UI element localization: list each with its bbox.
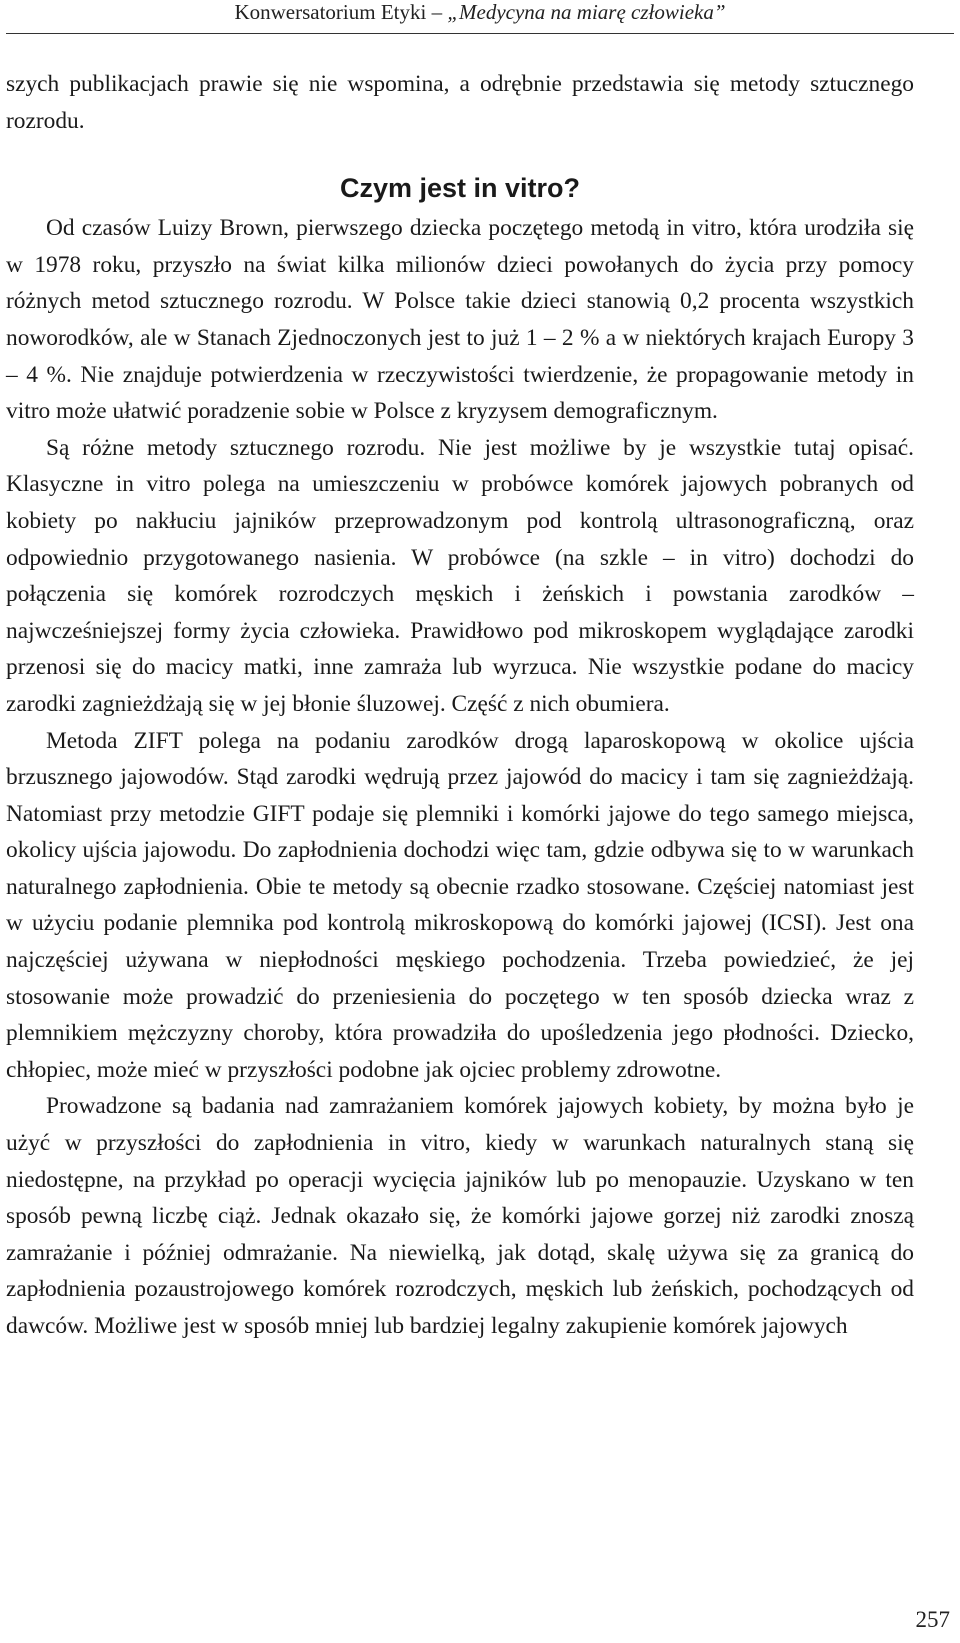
paragraph-4: Prowadzone są badania nad zamrażaniem komórek jajowych kobiety, by można było je użyć w przyszłości do zapłodnienia in vitro, kiedy w warunkach naturalnych staną się niedostępne, na przykład po operacji wycięcia jajników lub po menopauzie. Uzyskano w ten sposób pewną liczbę ciąż. Jednak okazało się, że komórki jajowe gorzej niż zarodki znoszą zamrażanie i później odmrażanie. Na niewielką, jak dotąd, skalę używa się za granicą do zapłodnienia pozaustrojowego komórek rozrodczych, męskich lub żeńskich, pochodzących od dawców. Możliwe jest w sposób mniej lub bardziej legalny zakupienie komórek jajowych (6, 1093, 914, 1339)
paragraph-3: Metoda ZIFT polega na podaniu zarodków drogą laparoskopową w okolice ujścia brzusznego jajowodów. Stąd zarodki wędrują przez jajowód do macicy i tam się zagnieżdżają. Natomiast przy metodzie GIFT podaje się plemniki i komórki jajowe do tego samego miejsca, okolicy ujścia jajowodu. Do zapłodnienia dochodzi więc tam, gdzie odbywa się to w warunkach naturalnego zapłodnienia. Obie te metody są obecnie rzadko stosowane. Częściej natomiast jest w użyciu podanie plemnika pod kontrolą mikroskopową do komórki jajowej (ICSI). Jest ona najczęściej używana w niepłodności męskiego pochodzenia. Trzeba powiedzieć, że jej stosowanie może prowadzić do przeniesienia do poczętego w ten sposób dziecka wraz z plemnikiem mężczyzny choroby, która prowadziła do upośledzenia jego płodności. Dziecko, chłopiec, może mieć w przyszłości podobne jak ojciec problemy zdrowotne. (6, 727, 914, 1083)
running-head-title: „Medycyna na miarę człowieka” (447, 0, 726, 24)
paragraph-1: Od czasów Luizy Brown, pierwszego dziecka poczętego metodą in vitro, która urodziła się w 1978 roku, przyszło na świat kilka milionów dzieci powołanych do życia przy pomocy różnych metod sztucznego rozrodu. W Polsce takie dzieci stanowią 0,2 procenta wszystkich noworodków, ale w Stanach Zjednoczonych jest to już 1 – 2 % a w niektórych krajach Europy 3 – 4 %. Nie znajduje potwierdzenia w rzeczywistości twierdzenie, że propagowanie metody in vitro może ułatwić poradzenie sobie w Polsce z kryzysem demograficznym. (6, 215, 914, 425)
paragraph-2: Są różne metody sztucznego rozrodu. Nie jest możliwe by je wszystkie tutaj opisać. Klasyczne in vitro polega na umieszczeniu w probówce komórek jajowych pobranych od kobiety po nakłuciu jajników przeprowadzonym pod kontrolą ultrasonograficzną, oraz odpowiednio przygotowanego nasienia. W probówce (na szkle – in vitro) dochodzi do połączenia się komórek rozrodczych męskich i żeńskich i powstania zarodków – najwcześniejszej formy życia człowieka. Prawidłowo pod mikroskopem wyglądające zarodki przenosi się do macicy matki, inne zamraża lub wyrzuca. Nie wszystkie podane do macicy zarodki zagnieżdżają się w jej błonie śluzowej. Część z nich obumiera. (6, 434, 914, 717)
running-head-prefix: Konwersatorium Etyki – (234, 0, 448, 24)
header-rule (6, 33, 954, 34)
running-head (0, 0, 960, 24)
main-text (6, 66, 914, 1345)
section-heading: Czym jest in vitro? (339, 173, 581, 204)
page-number: 257 (915, 1607, 950, 1632)
continuation-paragraph: szych publikacjach prawie się nie wspomina, a odrębnie przedstawia się metody sztucznego rozrodu. (6, 71, 914, 134)
